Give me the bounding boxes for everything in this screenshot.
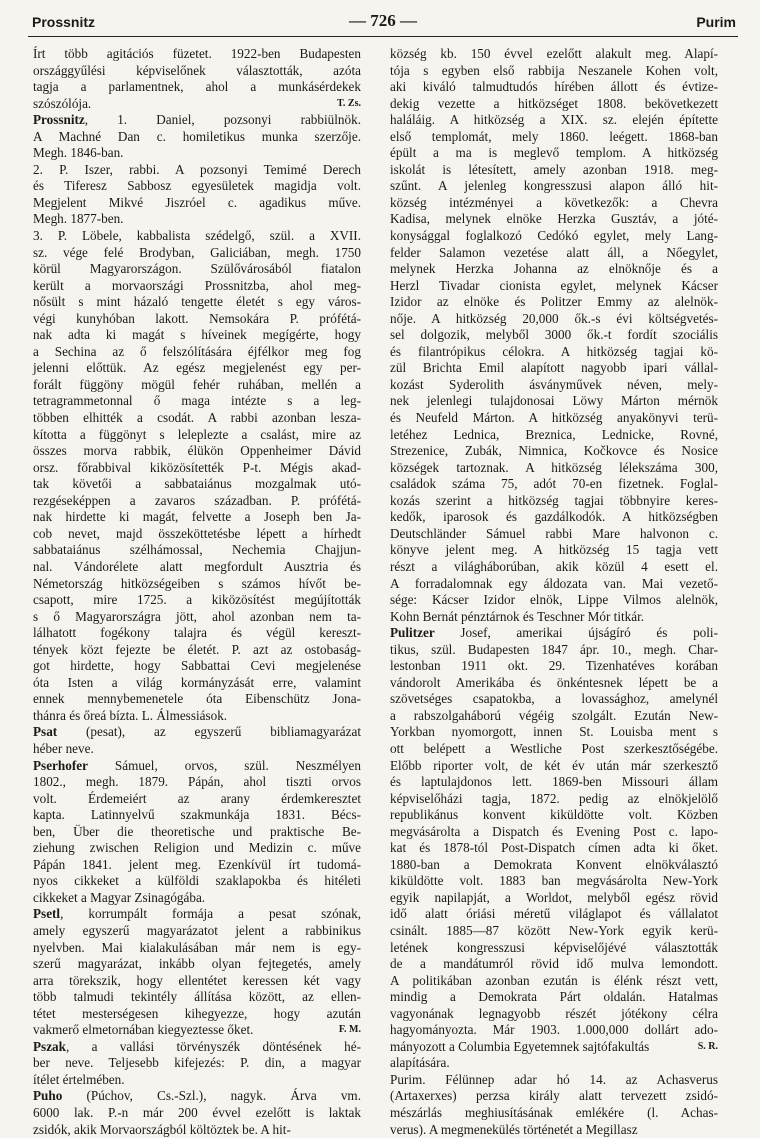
- text-line: Herzl Tivadar cionista egylet, melynek Kácser: [390, 277, 718, 293]
- text-line: első templomát, mely 1860. leégett. 1868-ban: [390, 128, 718, 144]
- text-line: megvásárolta a Dispatch és Evening Post c. lapo-: [390, 823, 718, 839]
- text-line: kította a függönyt s leleplezte a csalást, mire az: [33, 426, 361, 442]
- text-line: Psetl, korrumpált formája a pesat szónak,: [33, 906, 361, 922]
- text-line: amely egyszerű magyarázatot jelent a rabbinikus: [33, 922, 361, 938]
- text-line: volt. Érdemeiért az arany érdemkeresztet: [33, 790, 361, 806]
- entry-headword: Pszak: [33, 1038, 66, 1054]
- text-line: csinált. 1885—87 között New-York egyik kerü-: [390, 922, 718, 938]
- text-line: község kb. 150 évvel ezelőtt alakult meg. Alapí-: [390, 46, 718, 61]
- text-line: tények közt fejezte be életét. P. azt az ostobaság-: [33, 641, 361, 657]
- text-line: cob nevet, majd összeköttetésbe lépett a hírhedt: [33, 525, 361, 541]
- text-line: Yorkban nyomorgott, innen St. Louisba ment s: [390, 724, 718, 740]
- text-line: A Machné Dan c. homiletikus munka szerzője.: [33, 128, 361, 144]
- text-line: zsidók, akik Morvaországból költöztek be. A hit-: [33, 1121, 291, 1137]
- text-line: és Tiferesz Sabbosz egyesületek magidja volt.: [33, 178, 361, 194]
- text-line: Megh. 1877-ben.: [33, 211, 124, 227]
- text-line: Megh. 1846-ban.: [33, 145, 124, 161]
- text-line: nyos cikkeket a külföldi szaklapokba és hitéleti: [33, 873, 361, 889]
- entry-headword: Psat: [33, 724, 58, 740]
- text-line: Pulitzer Josef, amerikai újságíró és poli-: [390, 625, 718, 641]
- text-line: épült a ma is meglevő templom. A hitközség: [390, 145, 718, 161]
- entry-headword: Prossnitz: [33, 112, 85, 128]
- entry-headword: Puho: [33, 1088, 63, 1104]
- text-line: került a morvaországi Prossnitzba, ahol meg-: [33, 277, 361, 293]
- text-line: s ő Magyarországra jött, ahol azonban nem ta-: [33, 608, 361, 624]
- text-line: ott belépett a Westliche Post szerkesztőségébe.: [390, 740, 718, 756]
- text-line: Prossnitz, 1. Daniel, pozsonyi rabbiülnök.: [33, 112, 361, 128]
- text-line: nyelvben. Mai kialakulásában már nem is egy-: [33, 939, 361, 955]
- text-line: egyik napilapját, a Worldot, melyből egész rövid: [390, 889, 718, 905]
- text-line: letének kongresszusi képviselőjévé választották: [390, 939, 718, 955]
- entry-headword: Psetl: [33, 906, 61, 922]
- text-line: mányozott a Columbia Egyetemnek sajtófakultás S. R.: [390, 1038, 718, 1054]
- text-line: szószólója. T. Zs.: [33, 95, 361, 111]
- text-line: konysággal foglalkozó Cedókó egylet, mely Lang-: [390, 228, 718, 244]
- text-line: vakmerő elmetornában kiegyeztesse őket. F. M.: [33, 1022, 361, 1038]
- text-line: több talmudi tekintély állítása között, az ellen-: [33, 989, 361, 1005]
- text-line: többen elhitték a csodát. A rabbi azonban lesza-: [33, 410, 361, 426]
- text-line: és filantrópikus célokra. A hitközség tagjai kö-: [390, 343, 718, 359]
- text-line: óta Isten a világ kormányzását erre, valamint: [33, 674, 361, 690]
- text-line: dekig vezette a hitközséget 1808. bekövetkezett: [390, 95, 718, 111]
- text-line: lálhatott fogékony talajra és végül kereszt-: [33, 625, 361, 641]
- header-right-keyword: Purim: [696, 14, 736, 30]
- text-line: ennek mennybemenetele óta Eibenschütz Jona-: [33, 691, 361, 707]
- text-line: kapta. Latinnyelvű szakmunkája 1831. Bécs-: [33, 807, 361, 823]
- text-line: cikkeket a Magyar Zsinagógába.: [33, 889, 206, 905]
- text-line: 1880-ban a Demokrata Konvent elnökválasztó: [390, 856, 718, 872]
- text-line: letéhez Lednica, Breznica, Lednicke, Rovné,: [390, 426, 718, 442]
- text-line: és laptulajdonos lett. 1869-ben Missouri állam: [390, 774, 718, 790]
- text-line: vándorolt Amerikába és önkéntesnek lépett be a: [390, 674, 718, 690]
- text-line: ítélet értelmében.: [33, 1071, 125, 1087]
- text-line: és Neufeld Márton. A hitközség anyakönyvi terü-: [390, 410, 718, 426]
- text-line: részt a világháborúban, akik közül 4 esett el.: [390, 558, 718, 574]
- text-line: szerű magyarázat, inkább olyan fejtegetés, amely: [33, 956, 361, 972]
- text-line: községek tartoznak. A hitközség lélekszáma 300,: [390, 459, 718, 475]
- text-line: Pserhofer Sámuel, orvos, szül. Neszmélyen: [33, 757, 361, 773]
- text-line: könyve jelent meg. A hitközség 15 tagja vett: [390, 542, 718, 558]
- text-line: A politikában azonban ezután is élénk részt vett,: [390, 972, 718, 988]
- author-signature: F. M.: [338, 1024, 361, 1036]
- text-line: Purim. Félünnep adar hó 14. az Achasverus: [390, 1071, 718, 1087]
- text-line: Puho (Púchov, Cs.-Szl.), nagyk. Árva vm.: [33, 1088, 361, 1104]
- text-line: nal. Vándorélete alatt megfordult Ausztria és: [33, 558, 361, 574]
- left-text-column: [33, 46, 361, 1137]
- text-line: nek jelenlegi tulajdonosai Löwy Márton mérnök: [390, 393, 718, 409]
- text-line: tagja a parlamentnek, ahol a munkásérdekek: [33, 79, 361, 95]
- text-line: nősült s mint házaló tengette életét s egy város-: [33, 294, 361, 310]
- text-line: thánra és őreá bízta. L. Álmessiások.: [33, 707, 228, 723]
- text-line: sel dolgozik, melyből 3000 ők.-t fordít szociális: [390, 327, 718, 343]
- header-left-keyword: Prossnitz: [32, 14, 96, 30]
- text-line: hagyományozta. Már 1903. 1.000,000 dollárt ado-: [390, 1022, 718, 1038]
- text-line: kat és 1878-tól Post-Dispatch címen adta ki őket.: [390, 840, 718, 856]
- author-signature: T. Zs.: [337, 97, 361, 109]
- text-line: tétet mesterségesen kihegyezze, hogy azután: [33, 1005, 361, 1021]
- text-line: nője. A hitközség 20,000 ők.-s évi költségvetés-: [390, 310, 718, 326]
- text-line: aki kiváló talmudtudós hírében állott és évtize-: [390, 79, 718, 95]
- text-line: 3. P. Löbele, kabbalista szédelgő, szül. a XVII.: [33, 228, 361, 244]
- text-line: de a mandátumról rövid idő mulva lemondott.: [390, 956, 718, 972]
- page-number: — 726 —: [349, 11, 417, 30]
- text-line: sége: Kácser Izidor elnök, Lippe Vilmos alelnök,: [390, 592, 718, 608]
- text-line: tetragrammetonnal ő maga intézte s a leg-: [33, 393, 361, 409]
- page-header: [28, 6, 738, 37]
- text-line: országgyűlési képviselőnek választották, azóta: [33, 62, 361, 78]
- text-line: Pszak, a vallási törvényszék döntésének hé-: [33, 1038, 361, 1054]
- text-line: sz. vége felé Brodyban, Galiciában, megh. 1750: [33, 244, 361, 260]
- text-line: 1802., megh. 1879. Pápán, ahol tiszti orvos: [33, 774, 361, 790]
- text-line: kozás szerint a hitközség tagjai többnyire keres-: [390, 492, 718, 508]
- entry-headword: Pserhofer: [33, 757, 88, 773]
- text-line: körül Magyarországon. Szülővárosából fiatalon: [33, 261, 361, 277]
- text-line: község intézményei a következők: a Chevra: [390, 194, 718, 210]
- text-line: zül Brichta Emil alapított nagyobb ipari vállal-: [390, 360, 718, 376]
- text-line: nak adta ki magát s híveinek megígérte, hogy: [33, 327, 361, 343]
- text-line: got hirdette, hogy Sabbattai Cevi megjelenése: [33, 658, 361, 674]
- text-line: Megjelent Mikvé Jiszróel c. agadikus műve.: [33, 194, 361, 210]
- text-line: szövetséges csapatokba, a lovassághoz, amelynél: [390, 691, 718, 707]
- text-line: kozást Syderolith ásványművek néven, mely-: [390, 376, 718, 392]
- text-line: a Sechina az ő felszólítására éjfélkor meg fog: [33, 343, 361, 359]
- text-line: kedők, iparosok és gazdálkodók. A hitközségben: [390, 509, 718, 525]
- text-line: mindig a Demokrata Párt oldalán. Hatalmas: [390, 989, 718, 1005]
- text-line: 2. P. Iszer, rabbi. A pozsonyi Temimé Derech: [33, 161, 361, 177]
- text-line: arra törekszik, hogy ellentétet keressen két vagy: [33, 972, 361, 988]
- text-line: családok száma 75, adót 70-en fizetnek. Foglal-: [390, 476, 718, 492]
- text-line: sabbataiánus szélhámossal, Nechemia Chajjun-: [33, 542, 361, 558]
- text-line: kiküldötte volt. 1883 ban megvásárolta New-York: [390, 873, 718, 889]
- text-line: Kadisa, melynek elnöke Herzka Gusztáv, a jóté-: [390, 211, 718, 227]
- text-line: Psat (pesat), az egyszerű bibliamagyarázat: [33, 724, 361, 740]
- text-line: forált függöny mögül fehér ruhában, mellén a: [33, 376, 361, 392]
- text-line: ben, Über die theoretische und praktische Be-: [33, 823, 361, 839]
- text-line: a rabszolgaháború végéig szolgált. Ezután New-: [390, 707, 718, 723]
- text-line: vagyonának legnagyobb részét jótékony célra: [390, 1005, 718, 1021]
- text-line: republikánus konvent kiküldötte volt. Közben: [390, 807, 718, 823]
- text-line: haláláig. A hitközség a XIX. sz. elején építette: [390, 112, 718, 128]
- text-line: ziehung zwischen Religion und Medizin c. műve: [33, 840, 361, 856]
- text-line: Kohn Bernát pénztárnok és Teschner Mór titkár.: [390, 608, 645, 624]
- entry-headword: Pulitzer: [390, 625, 435, 641]
- text-line: Izidor az elnöke és Politzer Emmy az alelnök-: [390, 294, 718, 310]
- text-line: összes morva rabbik, élükön Oppenheimer Dávid: [33, 443, 361, 459]
- text-line: orsz. főrabbival kiközösítették P-t. Mégis akad-: [33, 459, 361, 475]
- text-line: mészárlás meghiusításának emlékére (l. Achas-: [390, 1105, 718, 1120]
- text-line: ber neve. Teljesebb kifejezés: P. din, a magyar: [33, 1055, 361, 1071]
- text-line: idő alatt óriási méretű világlapot és vállalatot: [390, 906, 718, 922]
- right-text-column: [390, 46, 718, 1137]
- text-line: héber neve.: [33, 740, 94, 756]
- text-line: felder Salamon vezetése alatt áll, a Nőegylet,: [390, 244, 718, 260]
- text-line: Írt több agitációs füzetet. 1922-ben Budapesten: [33, 46, 361, 61]
- text-line: képviselőházi tagja, 1872. pedig az elnökjelölő: [390, 790, 718, 806]
- text-line: tikus, szül. Budapesten 1847 ápr. 10., megh. Char-: [390, 641, 718, 657]
- text-line: jelenni előttük. Az egész megjelenést egy per-: [33, 360, 361, 376]
- text-line: Előbb riporter volt, de két év után már szerkesztő: [390, 757, 718, 773]
- text-line: Németország hitközségeiben s számos hívőt be-: [33, 575, 361, 591]
- author-signature: S. R.: [697, 1040, 718, 1052]
- text-line: (Artaxerxes) perzsa király alatt tervezett zsidó-: [390, 1088, 718, 1104]
- text-line: nak hirdette ki magát, felvette a Joseph ben Ja-: [33, 509, 361, 525]
- text-line: rezgéseképpen a zavaros században. P. prófétá-: [33, 492, 361, 508]
- text-line: tója s egyben első rabbija Neszanele Kohen volt,: [390, 62, 718, 78]
- text-line: iskolát is létesített, amely azonban 1918. meg-: [390, 161, 718, 177]
- text-line: tak követői a sabbataiánus mozgalmak utó-: [33, 476, 361, 492]
- text-line: csapott, mire 1725. a kiközösítést megújították: [33, 592, 361, 608]
- text-line: Pápán 1841. jelent meg. Ezenkívül írt tudomá-: [33, 856, 361, 872]
- text-line: Strezenice, Zubák, Nimnica, Kočkovce és Nosice: [390, 443, 718, 459]
- text-line: Deutschländer Sámuel rabbi Mare halvonon c.: [390, 525, 718, 541]
- text-line: végi kunyhóban lakott. Nemsokára P. prófétá-: [33, 310, 361, 326]
- text-line: alapítására.: [390, 1055, 450, 1071]
- text-line: szűnt. A jelenleg kongresszusi alapon álló hit-: [390, 178, 718, 194]
- text-line: melynek Herzka Johanna az elnöknője és a: [390, 261, 718, 277]
- text-line: verus). A megmenekülés történetét a Megillasz: [390, 1121, 638, 1137]
- text-line: lestonban 1911 okt. 29. Tizenhatéves korában: [390, 658, 718, 674]
- text-line: A forradalomnak egy áldozata van. Mai vezető-: [390, 575, 718, 591]
- text-line: 6000 lak. P.-n már 200 évvel ezelőtt is laktak: [33, 1105, 361, 1120]
